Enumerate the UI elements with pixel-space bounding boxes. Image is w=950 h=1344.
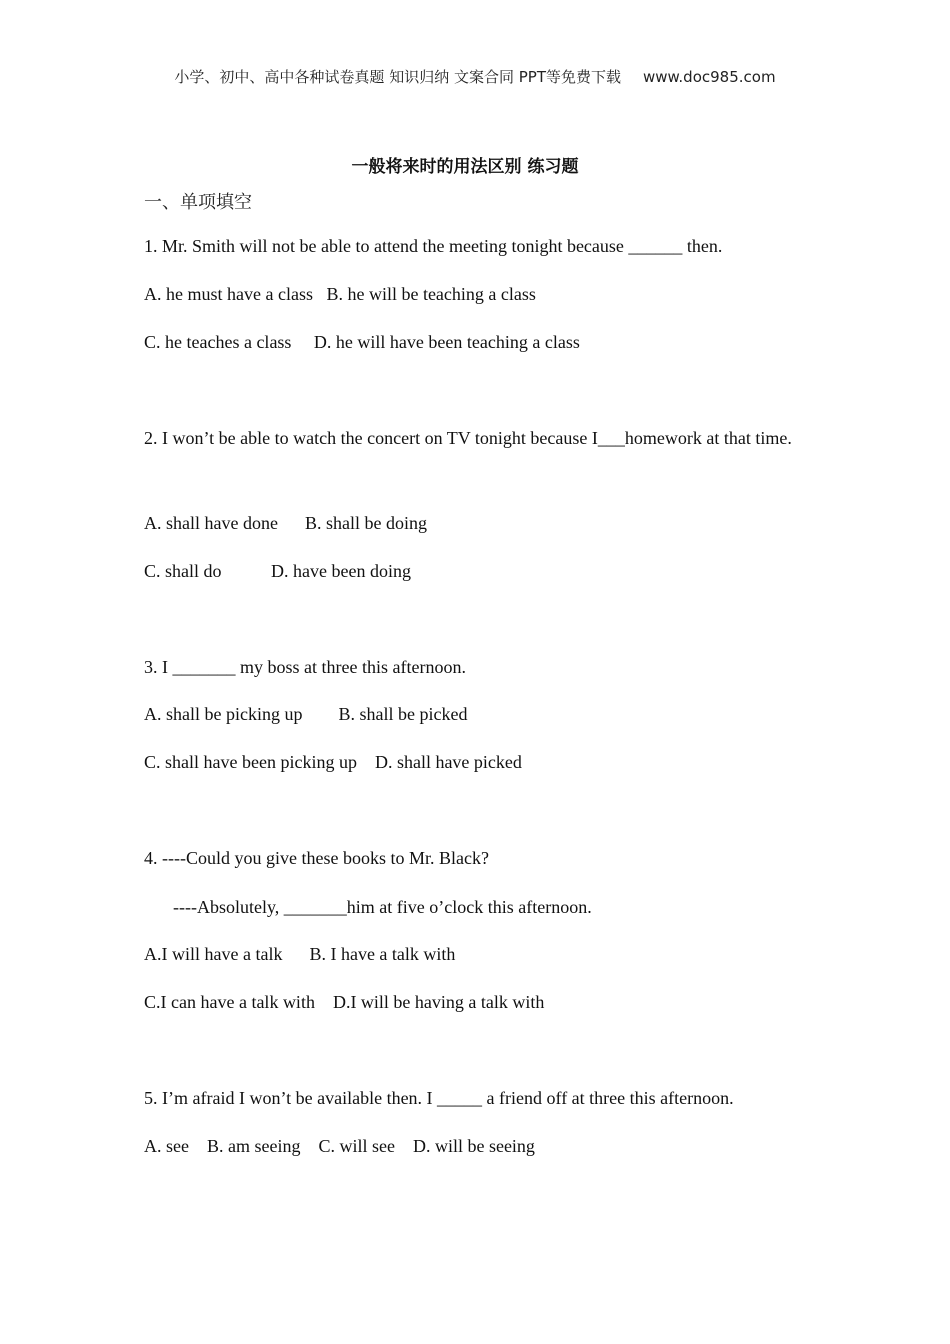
question-3-options-ab: A. shall be picking up B. shall be picked xyxy=(144,704,468,724)
header-url[interactable]: www.doc985.com xyxy=(642,68,776,86)
question-5-options: A. see B. am seeing C. will see D. will be seeing xyxy=(144,1136,535,1156)
question-4-reply: ----Absolutely, _______him at five o’clock this afternoon. xyxy=(173,897,592,917)
question-3-options-cd: C. shall have been picking up D. shall have picked xyxy=(144,752,522,772)
question-4-stem: 4. ----Could you give these books to Mr. Black? xyxy=(144,848,489,868)
page-title: 一般将来时的用法区别 练习题 xyxy=(351,157,579,177)
question-2-stem: 2. I won’t be able to watch the concert on TV tonight because I___homework at that time. xyxy=(144,428,792,448)
section-heading: 一、单项填空 xyxy=(144,192,252,213)
question-4-options-ab: A.I will have a talk B. I have a talk with xyxy=(144,944,456,964)
question-4-options-cd: C.I can have a talk with D.I will be having a talk with xyxy=(144,992,545,1012)
question-5-stem: 5. I’m afraid I won’t be available then. I _____ a friend off at three this afternoon. xyxy=(144,1088,734,1108)
question-1-options-cd: C. he teaches a class D. he will have been teaching a class xyxy=(144,332,580,352)
question-2-options-cd: C. shall do D. have been doing xyxy=(144,561,411,581)
question-1-stem: 1. Mr. Smith will not be able to attend the meeting tonight because ______ then. xyxy=(144,236,723,256)
page-header xyxy=(0,66,950,87)
question-1-options-ab: A. he must have a class B. he will be teaching a class xyxy=(144,284,536,304)
question-2-options-ab: A. shall have done B. shall be doing xyxy=(144,513,427,533)
header-text: 小学、初中、高中各种试卷真题 知识归纳 文案合同 PPT等免费下载 xyxy=(174,68,621,86)
question-3-stem: 3. I _______ my boss at three this afternoon. xyxy=(144,657,466,677)
